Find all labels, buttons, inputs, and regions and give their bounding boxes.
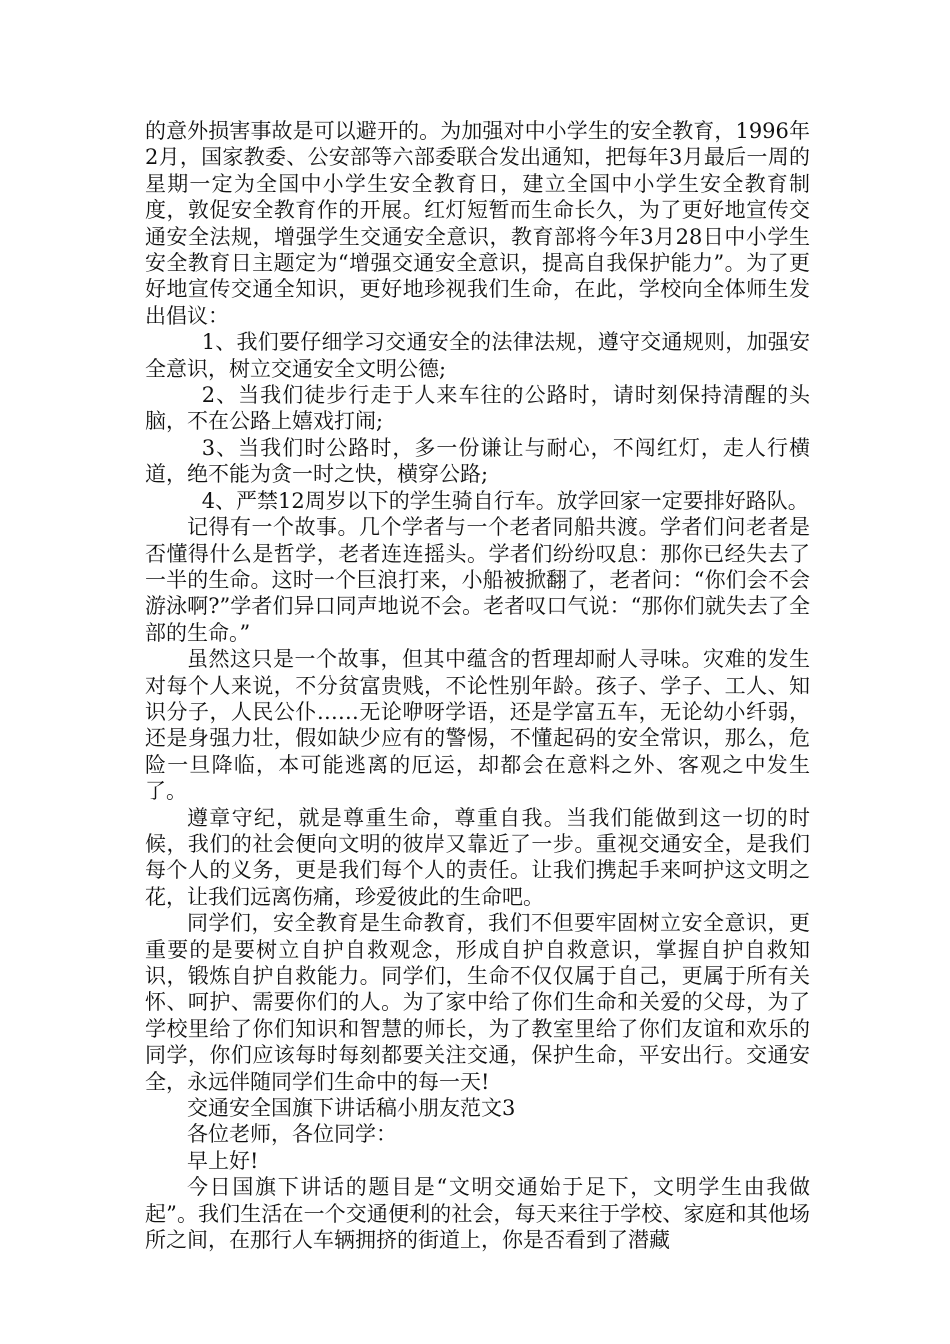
paragraph-intro: 的意外损害事故是可以避开的。为加强对中小学生的安全教育，1996年2月，国家教委、公安部等六部委联合发出通知，把每年3月最后一周的星期一定为全国中小学生安全教育日，建立全国中小学生安全教育制度，敦促安全教育作的开展。红灯短暂而生命长久，为了更好地宣传交通安全法规，增强学生交通安全意识，教育部将今年3月28日中小学生安全教育日主题定为“增强交通安全意识，提高自我保护能力”。为了更好地宣传交通全知识，更好地珍视我们生命，在此，学校向全体师生发出倡议： xyxy=(145,119,810,328)
paragraph-discipline: 遵章守纪，就是尊重生命，尊重自我。当我们能做到这一切的时候，我们的社会便向文明的彼岸又靠近了一步。重视交通安全，是我们每个人的义务，更是我们每个人的责任。让我们携起手来呵护这文明之花，让我们远离伤痛，珍爱彼此的生命吧。 xyxy=(145,805,810,909)
section-heading: 交通安全国旗下讲话稿小朋友范文3 xyxy=(187,1096,516,1121)
salutation: 各位老师，各位同学： xyxy=(187,1122,397,1147)
greeting: 早上好! xyxy=(187,1148,259,1173)
paragraph-story: 记得有一个故事。几个学者与一个老者同船共渡。学者们问老者是否懂得什么是哲学，老者连连摇头。学者们纷纷叹息：那你已经失去了一半的生命。这时一个巨浪打来，小船被掀翻了，老者问：“你们会不会游泳啊?”学者们异口同声地说不会。老者叹口气说：“那你们就失去了全部的生命。” xyxy=(145,515,810,645)
paragraph-students: 同学们，安全教育是生命教育，我们不但要牢固树立安全意识，更重要的是要树立自护自救观念，形成自护自救意识，掌握自护自救知识，锻炼自护自救能力。同学们，生命不仅仅属于自己，更属于所有关怀、呵护、需要你们的人。为了家中给了你们生命和关爱的父母，为了学校里给了你们知识和智慧的师长，为了教室里给了你们友谊和欢乐的同学，你们应该每时每刻都要关注交通，保护生命，平安出行。交通安全，永远伴随同学们生命中的每一天! xyxy=(145,911,810,1094)
document-body xyxy=(145,118,810,1253)
paragraph-item-4: 4、严禁12周岁以下的学生骑自行车。放学回家一定要排好路队。 xyxy=(201,488,809,513)
paragraph-item-3: 3、当我们时公路时，多一份谦让与耐心，不闯红灯，走人行横道，绝不能为贪一时之快，横穿公路; xyxy=(145,435,810,487)
paragraph-item-2: 2、当我们徒步行走于人来车往的公路时，请时刻保持清醒的头脑，不在公路上嬉戏打闹; xyxy=(145,383,810,434)
paragraph-item-1: 1、我们要仔细学习交通安全的法律法规，遵守交通规则，加强安全意识，树立交通安全文明公德; xyxy=(145,330,810,381)
paragraph-speech-opening: 今日国旗下讲话的题目是“文明交通始于足下，文明学生由我做起”。我们生活在一个交通便利的社会，每天来往于学校、家庭和其他场所之间，在那行人车辆拥挤的街道上，你是否看到了潜藏 xyxy=(145,1175,810,1253)
paragraph-reflection: 虽然这只是一个故事，但其中蕴含的哲理却耐人寻味。灾难的发生对每个人来说，不分贫富贵贱，不论性别年龄。孩子、学子、工人、知识分子，人民公仆……无论咿呀学语，还是学富五车，无论幼小纤弱，还是身强力壮，假如缺少应有的警惕，不懂起码的安全常识，那么，危险一旦降临，本可能逃离的厄运，却都会在意料之外、客观之中发生了。 xyxy=(145,647,810,804)
